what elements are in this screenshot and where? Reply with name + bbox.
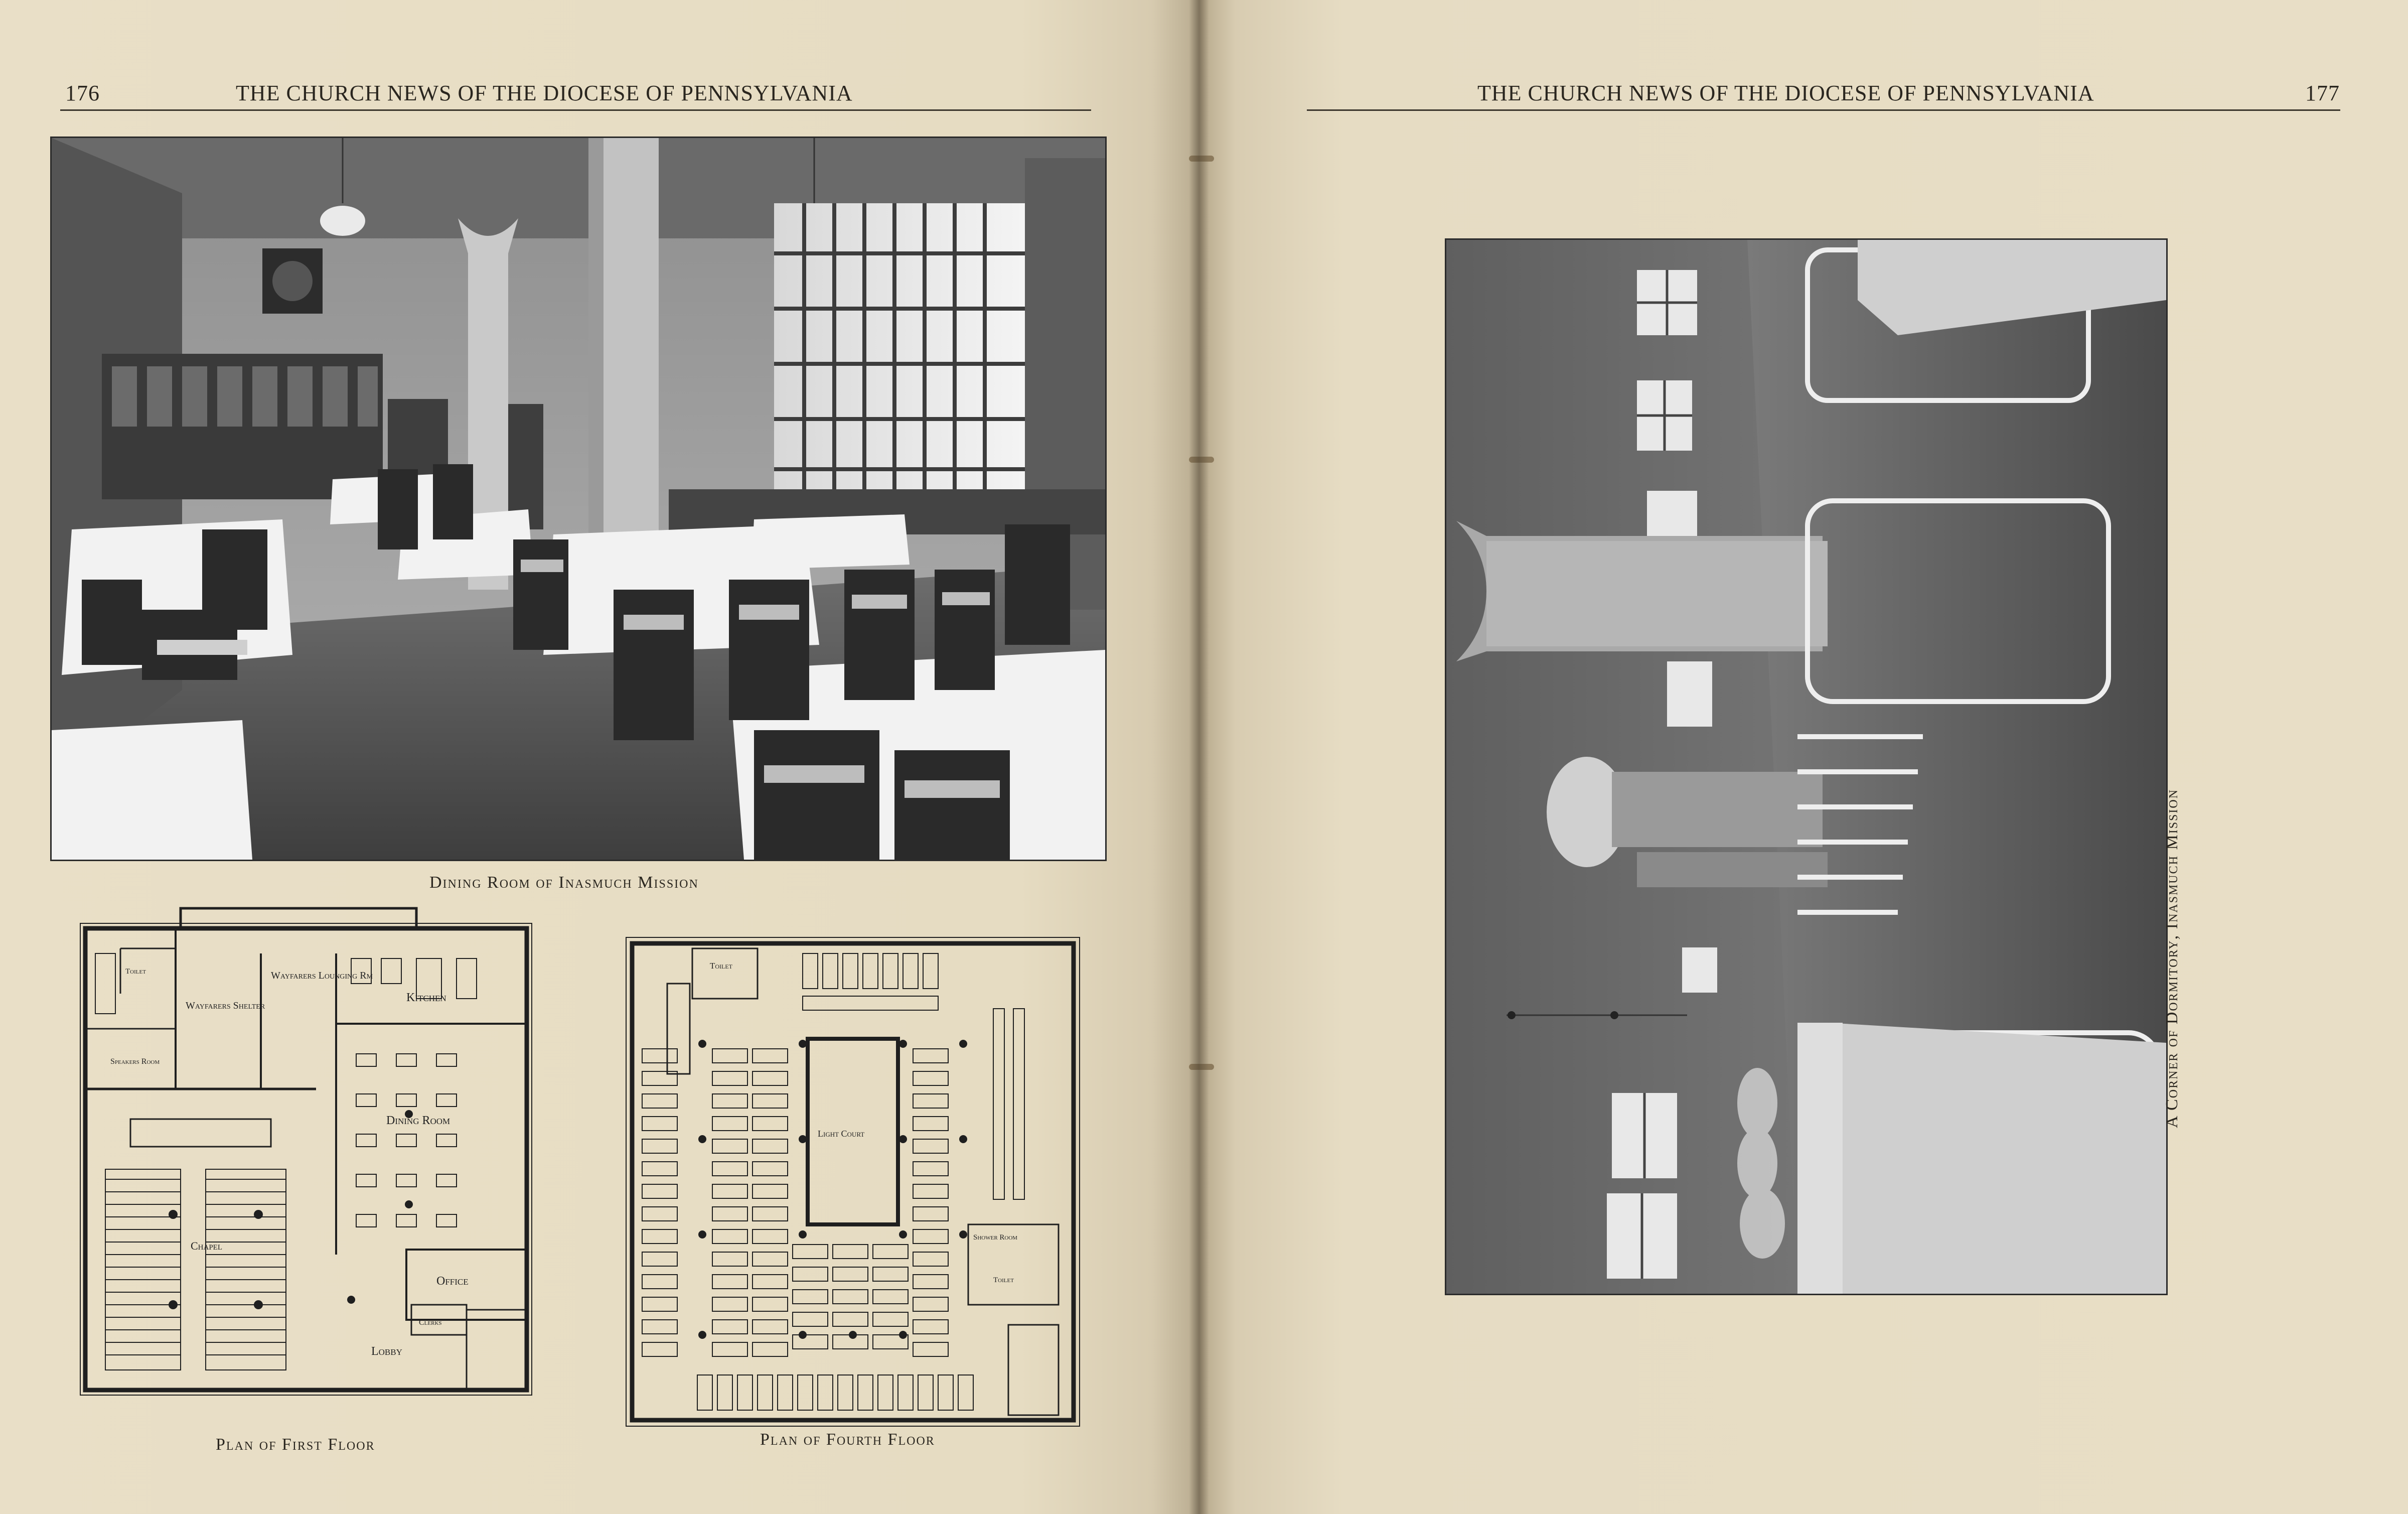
label-speakers-room: Speakers Room xyxy=(110,1057,160,1066)
left-page xyxy=(0,0,1199,1514)
page-number-left: 176 xyxy=(65,81,100,105)
plan-first-floor-caption: Plan of First Floor xyxy=(216,1435,375,1454)
label-office: Office xyxy=(436,1275,469,1288)
label-dining-room: Dining Room xyxy=(386,1114,450,1127)
header-rule-right xyxy=(1307,109,2340,111)
book-gutter xyxy=(1189,0,1209,1514)
dining-room-photo xyxy=(50,136,1107,861)
label-toilet-bottom: Toilet xyxy=(993,1276,1014,1284)
dormitory-caption: A Corner of Dormitory, Inasmuch Mission xyxy=(2163,788,2181,1129)
label-toilet-top: Toilet xyxy=(710,961,733,971)
label-shower-room: Shower Room xyxy=(973,1233,1018,1242)
label-kitchen: Kitchen xyxy=(406,991,446,1004)
plan-fourth-floor-caption: Plan of Fourth Floor xyxy=(760,1430,935,1449)
label-wayfarers-shelter: Wayfarers Shelter xyxy=(186,1000,265,1011)
label-wayfarers-lounging: Wayfarers Lounging Rm xyxy=(271,970,373,981)
dormitory-photo xyxy=(1445,238,2168,1295)
label-light-court: Light Court xyxy=(818,1129,865,1139)
label-toilet: Toilet xyxy=(125,968,146,976)
running-head-right: THE CHURCH NEWS OF THE DIOCESE OF PENNSYLVANIA xyxy=(1477,81,2094,105)
label-chapel: Chapel xyxy=(191,1240,223,1252)
right-page xyxy=(1199,0,2408,1514)
plan-first-floor xyxy=(55,903,537,1430)
page-number-right: 177 xyxy=(2305,81,2340,105)
plan-fourth-floor xyxy=(622,933,1084,1430)
header-rule-left xyxy=(60,109,1091,111)
label-clerks: Clerks xyxy=(419,1318,442,1327)
running-head-left: THE CHURCH NEWS OF THE DIOCESE OF PENNSYLVANIA xyxy=(236,81,853,105)
dining-room-caption: Dining Room of Inasmuch Mission xyxy=(429,873,699,892)
label-lobby: Lobby xyxy=(371,1345,402,1358)
